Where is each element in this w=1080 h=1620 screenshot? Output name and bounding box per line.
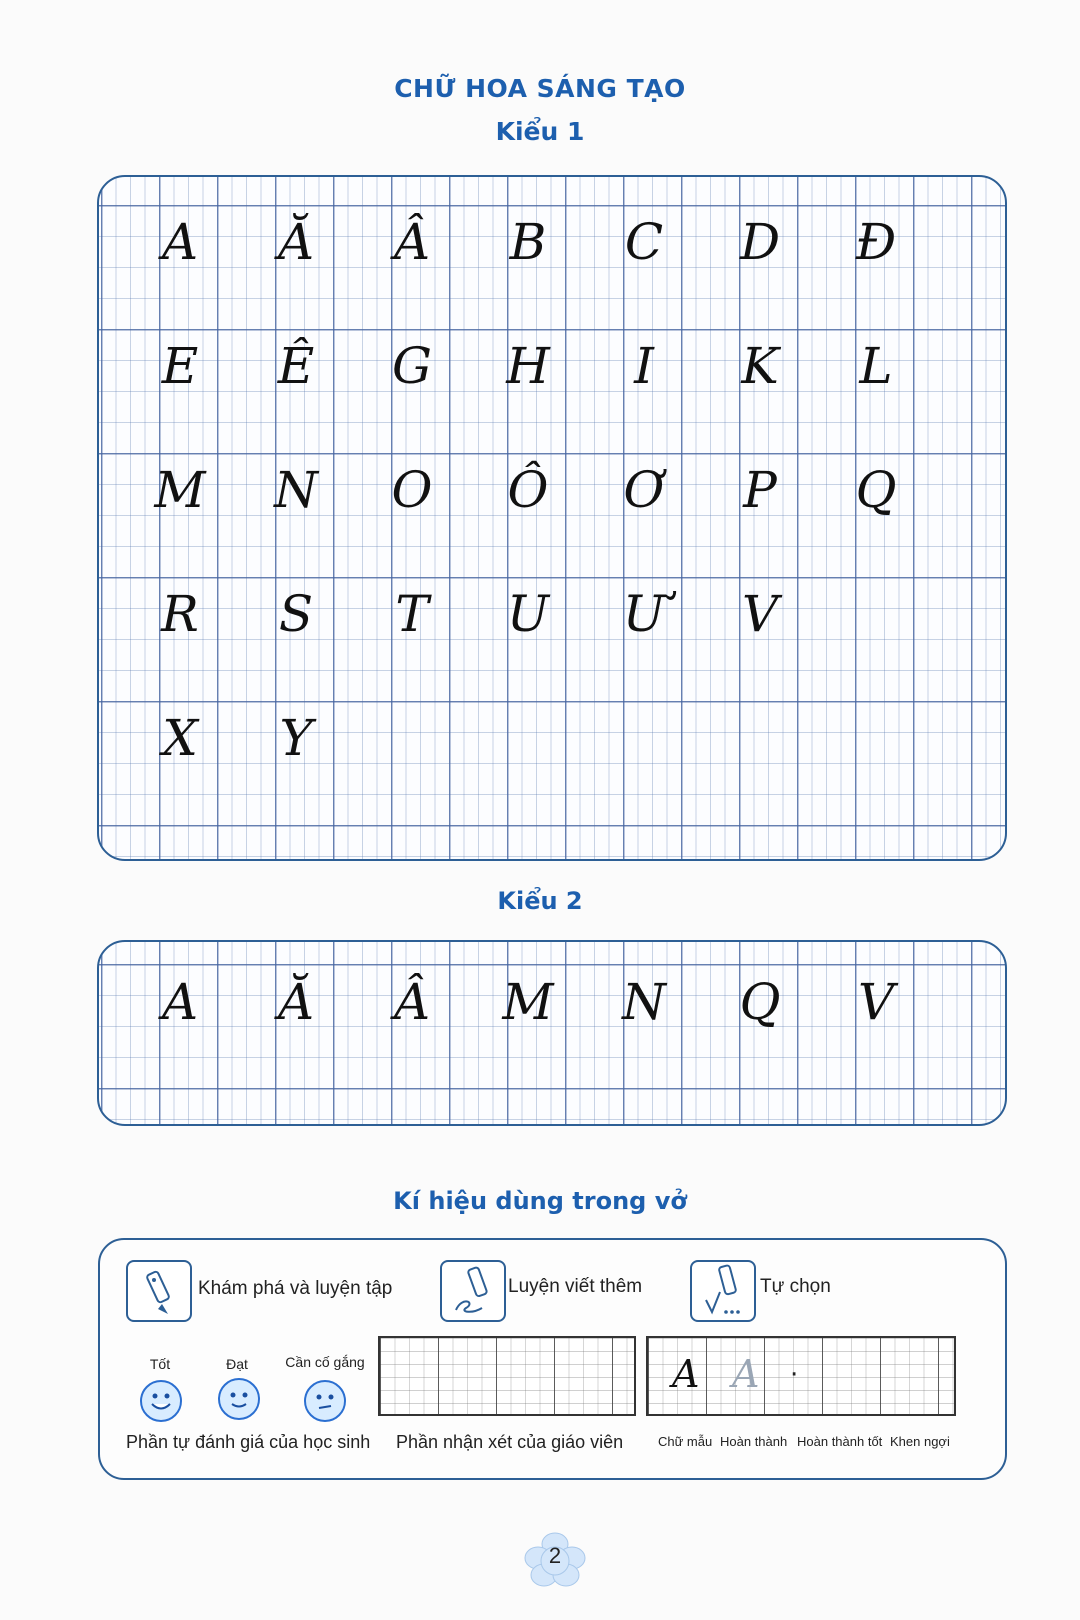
page-title: CHỮ HOA SÁNG TẠO [394, 74, 686, 103]
legend-label-kham-pha: Khám phá và luyện tập [198, 1278, 393, 1299]
happy-face-icon [140, 1380, 182, 1422]
cursive-letter: V [857, 973, 895, 1031]
section-title-kieu-2: Kiểu 2 [497, 887, 583, 915]
teacher-comment-label: Phần nhận xét của giáo viên [396, 1432, 624, 1452]
cursive-letter: U [506, 585, 550, 643]
section-title-kieu-1: Kiểu 1 [495, 117, 585, 146]
cursive-letter: Ă [277, 973, 315, 1031]
self-assessment-label: Phần tự đánh giá của học sinh [126, 1432, 371, 1452]
legend-title: Kí hiệu dùng trong vở [393, 1187, 687, 1215]
cursive-letter: Q [739, 973, 781, 1031]
cursive-letter: H [506, 337, 550, 395]
caption-khen-ngoi: Khen ngợi [890, 1434, 950, 1449]
legend-label-luyen-viet-them: Luyện viết thêm [508, 1276, 643, 1297]
cursive-letter: R [161, 585, 199, 643]
cursive-letter: S [278, 585, 314, 643]
thinking-face-icon [304, 1380, 346, 1422]
legend-panel [98, 1238, 1007, 1480]
grading-sample-grid [646, 1336, 956, 1416]
cursive-letter: A [161, 213, 199, 271]
pencil-choice-icon [690, 1260, 756, 1322]
cursive-letter: G [392, 337, 432, 395]
caption-hoan-thanh-tot: Hoàn thành tốt [797, 1434, 883, 1449]
kieu-1-letter-grid [97, 175, 1007, 861]
cursive-letter: Ơ [623, 461, 665, 519]
legend-label-tu-chon: Tự chọn [760, 1276, 831, 1297]
completed-letter: A [732, 1352, 760, 1396]
cursive-letter: E [161, 337, 199, 395]
cursive-letter: N [274, 461, 318, 519]
cursive-letter: M [502, 973, 554, 1031]
cursive-letter: Ô [507, 461, 549, 519]
caption-chu-mau: Chữ mẫu [658, 1434, 713, 1449]
sample-letter: A [672, 1352, 700, 1396]
cursive-letter: B [509, 213, 547, 271]
cursive-letter: L [859, 337, 893, 395]
cursive-letter: P [743, 461, 777, 519]
pencil-icon [126, 1260, 192, 1322]
cursive-letter: Â [393, 213, 431, 271]
face-label-dat: Đạt [226, 1356, 248, 1372]
pencil-writing-icon [440, 1260, 506, 1322]
page-number: 2 [548, 1543, 562, 1568]
cursive-letter: M [154, 461, 206, 519]
cursive-letter: Ă [277, 213, 315, 271]
face-label-can-co-gang: Cần cố gắng [285, 1354, 365, 1370]
cursive-letter: N [622, 973, 666, 1031]
cursive-letter: T [395, 585, 429, 643]
teacher-comment-grid [378, 1336, 636, 1416]
cursive-letter: O [391, 461, 433, 519]
cursive-letter: Đ [855, 213, 897, 271]
cursive-letter: Y [279, 709, 313, 767]
smiling-face-icon [218, 1378, 260, 1420]
cursive-letter: Ê [277, 337, 315, 395]
cursive-letter: Q [855, 461, 897, 519]
cursive-letter: A [161, 973, 199, 1031]
cursive-letter: K [741, 337, 779, 395]
kieu-2-letter-grid [97, 940, 1007, 1126]
cursive-letter: V [741, 585, 779, 643]
cursive-letter: Â [393, 973, 431, 1031]
face-label-tot: Tốt [149, 1356, 171, 1372]
cursive-letter: I [634, 337, 654, 395]
cursive-letter: Ư [622, 585, 666, 643]
praise-mark: · [790, 1360, 799, 1390]
cursive-letter: D [739, 213, 781, 271]
caption-hoan-thanh: Hoàn thành [720, 1434, 788, 1449]
cursive-letter: C [624, 213, 664, 271]
cursive-letter: X [162, 709, 198, 767]
